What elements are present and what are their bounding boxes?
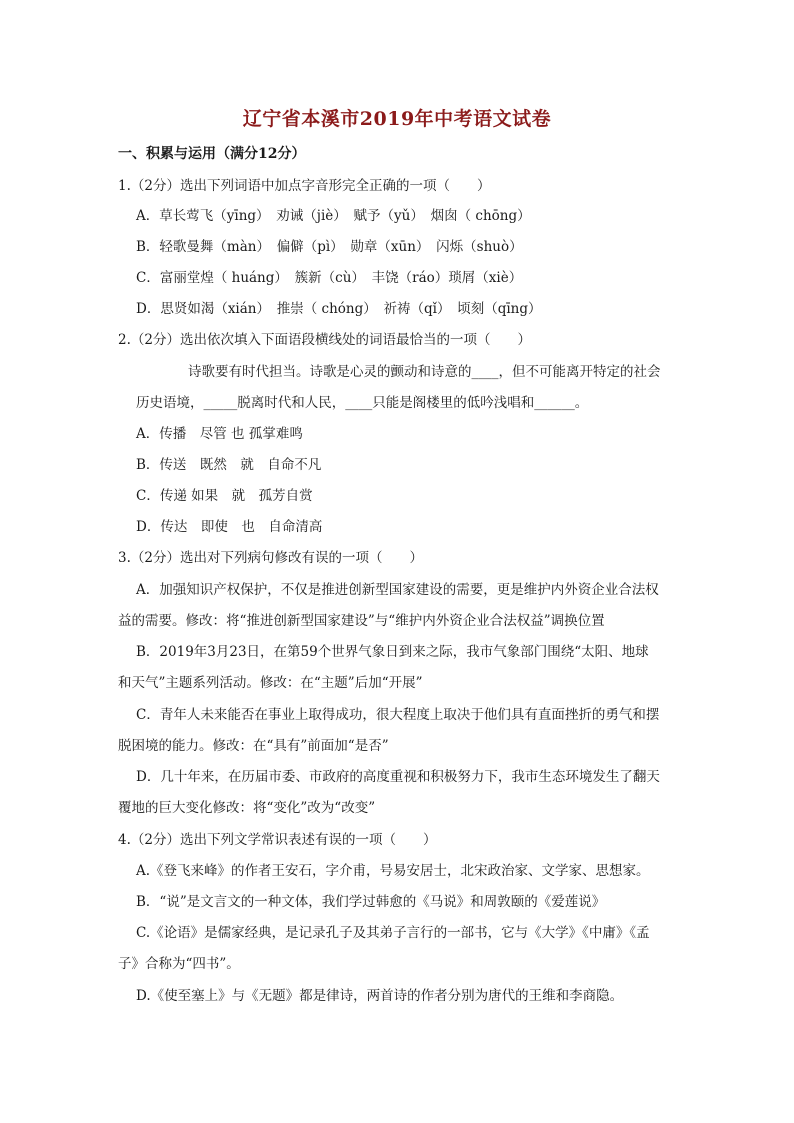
- question-2-option-b: B．传送 既然 就 自命不凡: [136, 457, 322, 473]
- question-1-option-d: D．思贤如渴（xián） 推崇（ chóng） 祈祷（qǐ） 顷刻（qīng）: [136, 301, 542, 317]
- question-4-option-a: A.《登飞来峰》的作者王安石，字介甫，号易安居士，北宋政治家、文学家、思想家。: [136, 863, 650, 879]
- question-4-stem: 4.（2分）选出下列文学常识表述有误的一项（ ）: [118, 832, 437, 848]
- question-2-option-a: A．传播 尽管 也 孤掌难鸣: [136, 426, 303, 442]
- question-3-option-c-line-1: C．青年人未来能否在事业上取得成功，很大程度上取决于他们具有直面挫折的勇气和摆: [136, 707, 660, 723]
- section-heading: 一、积累与运用（满分12分）: [118, 146, 306, 162]
- question-2-passage-line-1: 诗歌要有时代担当。诗歌是心灵的颤动和诗意的____，但不可能离开特定的社会: [188, 364, 661, 380]
- question-3-option-d-line-2: 覆地的巨大变化修改：将“变化”改为“改变”: [118, 800, 376, 816]
- question-1-option-c: C．富丽堂煌（ huáng） 簇新（cù） 丰饶（ráo）琐屑（xiè）: [136, 270, 523, 286]
- question-3-option-a-line-1: A．加强知识产权保护，不仅是推进创新型国家建设的需要，更是维护内外资企业合法权: [136, 582, 659, 598]
- question-3-option-d-line-1: D．几十年来，在历届市委、市政府的高度重视和积极努力下，我市生态环境发生了翻天: [136, 769, 660, 785]
- question-2-passage-line-2: 历史语境，_____脱离时代和人民，____只能是阁楼里的低吟浅唱和______。: [136, 395, 589, 411]
- question-4-option-b: B．“说”是文言文的一种文体，我们学过韩愈的《马说》和周敦颐的《爱莲说》: [136, 894, 606, 910]
- question-4-option-c-line-1: C.《论语》是儒家经典，是记录孔子及其弟子言行的一部书，它与《大学》《中庸》《孟: [136, 925, 650, 941]
- question-3-stem: 3.（2分）选出对下列病句修改有误的一项（ ）: [118, 550, 423, 566]
- page-title: 辽宁省本溪市2019年中考语文试卷: [242, 108, 552, 130]
- question-4-option-d: D.《使至塞上》与《无题》都是律诗，两首诗的作者分别为唐代的王维和李商隐。: [136, 988, 624, 1004]
- question-3-option-c-line-2: 脱困境的能力。修改：在“具有”前面加“是否”: [118, 738, 389, 754]
- question-1-option-b: B．轻歌曼舞（màn） 偏僻（pì） 勋章（xūn） 闪烁（shuò）: [136, 239, 523, 255]
- question-2-stem: 2.（2分）选出依次填入下面语段横线处的词语最恰当的一项（ ）: [118, 332, 531, 348]
- question-1-option-a: A．草长莺飞（yīng） 劝诫（jiè） 赋予（yǔ） 烟囱（ chōng）: [136, 208, 531, 224]
- question-3-option-a-line-2: 益的需要。修改：将“推进创新型国家建设”与“维护内外资企业合法权益”调换位置: [118, 613, 605, 629]
- question-1-stem: 1.（2分）选出下列词语中加点字音形完全正确的一项（ ）: [118, 178, 491, 194]
- question-2-option-d: D．传达 即使 也 自命清高: [136, 519, 323, 535]
- question-3-option-b-line-1: B．2019年3月23日，在第59个世界气象日到来之际，我市气象部门围绕“太阳、地球: [136, 644, 649, 660]
- question-4-option-c-line-2: 子》合称为“四书”。: [118, 956, 240, 972]
- question-3-option-b-line-2: 和天气”主题系列活动。修改：在“主题”后加“开展”: [118, 675, 423, 691]
- question-2-option-c: C．传递 如果 就 孤芳自赏: [136, 488, 313, 504]
